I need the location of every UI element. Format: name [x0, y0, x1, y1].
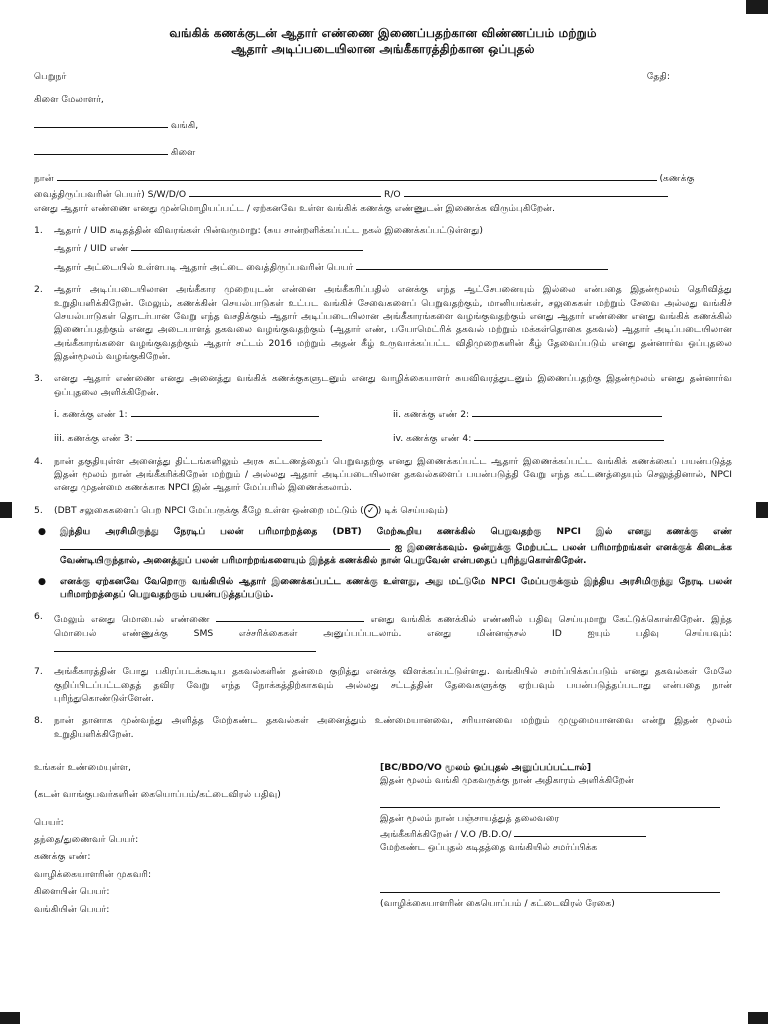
dbt-instruction-start: (DBT சலுகைகளைப் பெற NPCI மேப்பருக்கு கீழே உள்ள ஒன்றை மட்டும் ( — [54, 504, 364, 516]
vo-row — [380, 825, 732, 841]
i-am-label: நான் — [34, 173, 54, 185]
clause-text: நான் தானாக முன்வந்து அளித்த மேற்கண்ட தகவல்கள் அனைத்தும் உண்மையானவை, சரியானவை மற்றும் முழுமையானவை என்று இதன் மூலம் உறுதியளிக்கிறேன். — [54, 715, 732, 740]
intro-tail: எனது ஆதார் எண்ணை எனது முன்மொழியப்பட்ட / ஏற்கனவே உள்ள வங்கிக் கணக்கு எண்ணுடன் இணைக்க விரும்புகிறேன். — [34, 202, 555, 214]
card-name-field[interactable] — [356, 258, 608, 270]
clause-2 — [34, 283, 732, 363]
account-numbers-grid — [54, 405, 732, 446]
form-title — [34, 26, 732, 58]
clause-6 — [34, 610, 732, 656]
name-label: பெயர்: — [34, 816, 64, 828]
addressee-row — [34, 70, 732, 83]
swdo-field[interactable] — [189, 185, 381, 197]
account-4-row — [393, 429, 732, 445]
account-4-field[interactable] — [474, 429, 664, 441]
uid-label: ஆதார் / UID எண் — [54, 243, 129, 255]
signature-block — [34, 761, 732, 916]
consent-form — [34, 26, 732, 916]
bullet-icon: ● — [38, 525, 47, 537]
mobile-text-a: மேலும் எனது மொபைல் எண்ணை — [54, 614, 210, 626]
yours-faithfully: உங்கள் உண்மையுள்ள, — [34, 762, 131, 774]
account-2-field[interactable] — [472, 405, 662, 417]
clause-number: 6. — [34, 611, 43, 623]
dbt-option-2-text: எனக்கு ஏற்கனவே வேறொரு வங்கியில் ஆதார் இணைக்கப்பட்ட கணக்கு உள்ளது, அது மட்டுமே NPCI மேப்பருக்கும் இந்திய அரசிமிருந்து நேரடி பலன் பரிமாற்றத்தைப் பெறுவதற்கும் பயன்படுத்தப்படும். — [60, 575, 732, 600]
account-3-field[interactable] — [136, 429, 322, 441]
holder-name-label: வைத்திருப்பவரின் பெயர்) — [34, 189, 145, 201]
clause-text: அங்கீகாரத்தின் போது பகிரப்படக்கூடிய தகவல்களின் தன்மை குறித்து எனக்கு விளக்கப்பட்டுள்ளது. வங்கியில் சமர்ப்பிக்கப்படும் எனது தகவல்கள் மேலே குறிப்பிடப்பட்டதைத் தவிர வேறு எந்த நோக்கத்திற்காகவும் அல்லது சட்டத்தின் தேவைகளுக்கு ஏற்பவும் பயன்படுத்தப்படாது என்பதை நான் புரிந்துகொண்டுள்ளேன். — [54, 666, 732, 705]
title-line-2: ஆதார் அடிப்படையிலான அங்கீகாரத்திற்கான ஒப்புதல் — [231, 41, 535, 56]
clause-number: 8. — [34, 715, 43, 727]
uid-field[interactable] — [131, 239, 363, 251]
agent-authorize-text: இதன் மூலம் வங்கி முகவருக்கு நான் அதிகாரம் அளிக்கிறேன் — [380, 775, 634, 787]
clause-text — [54, 504, 732, 518]
registration-mark-top-right — [746, 0, 768, 14]
clause-number: 3. — [34, 373, 43, 385]
account-1-field[interactable] — [131, 405, 319, 417]
swdo-label: S/W/D/O — [147, 189, 187, 201]
account-3-label: iii. கணக்கு எண் 3: — [54, 433, 133, 445]
panchayat-text: இதன் மூலம் நான் பஞ்சாயத்துத் தலைவரை — [380, 812, 560, 824]
registration-mark-bottom-right — [748, 1012, 768, 1024]
dbt-account-field[interactable] — [60, 538, 390, 550]
clause-text: எனது ஆதார் எண்ணை எனது அனைத்து வங்கிக் கணக்குகளுடனும் எனது வாழிக்கையாளர் சுயவிவரத்துடனும் இணைப்பதற்கு இதன்மூலம் எனது தன்னார்வ ஒப்புதலை அளிக்கிறேன். — [54, 373, 732, 398]
clause-number: 7. — [34, 666, 43, 678]
clause-text: நான் தகுதியுள்ள அனைத்து திட்டங்களிலும் அரசு கட்டணத்தைப் பெறுவதற்கு எனது இணைக்கப்பட்ட ஆதார் இணைக்கப்பட்ட வங்கிக் கணக்கைப் பயன்படுத்த இதன் மூலம் நான் அங்கீகரிக்கிறேன் மற்றும் / அல்லது ஆதார் அடிப்படையிலான தகவல்களைப் பயன்படுத்தி வேறு எந்த கட்டணத்தையும் செலுத்தினால், NPCI எனது முதன்மை கணக்காக NPCI இன் ஆதார் மேப்பரில் இணைக்கலாம். — [54, 455, 732, 494]
bank-name-label: வங்கியின் பெயர்: — [34, 903, 110, 915]
clause-number: 5. — [34, 504, 43, 516]
intro-paragraph — [34, 169, 732, 215]
branch-line — [34, 143, 732, 159]
account-1-row — [54, 405, 393, 421]
agent-authorization — [380, 761, 732, 916]
dbt-option-2[interactable] — [34, 575, 732, 602]
branch-name-field[interactable] — [34, 143, 168, 155]
vo-text: அங்கீகரிக்கிறேன் / V.O /B.D.O/ — [380, 829, 512, 841]
registration-mark-left-mid — [0, 502, 12, 518]
dbt-option-1[interactable] — [34, 525, 732, 568]
holder-suffix: (கணக்கு — [659, 173, 695, 185]
registration-mark-right-mid — [756, 502, 768, 518]
registration-mark-bottom-left — [0, 1012, 20, 1024]
clause-number: 2. — [34, 284, 43, 296]
bank-line — [34, 116, 732, 132]
bank-name-field[interactable] — [34, 116, 168, 128]
to-label: பெறுநர் — [34, 70, 67, 82]
vo-field[interactable] — [514, 825, 646, 837]
clause-3 — [34, 372, 732, 445]
clause-number: 1. — [34, 225, 43, 237]
date-label: தேதி: — [646, 70, 670, 82]
customer-sign-label: (வாழிக்கையாளரின் கையொப்பம் / கட்டைவிரல் ரேகை) — [380, 897, 615, 909]
clause-1 — [34, 224, 732, 274]
card-name-row — [54, 258, 732, 274]
customer-address-label: வாழிக்கையாளரின் முகவரி: — [34, 868, 152, 880]
account-number-label: கணக்கு எண்: — [34, 851, 91, 863]
customer-sign-field[interactable] — [380, 881, 720, 893]
account-4-label: iv. கணக்கு எண் 4: — [393, 433, 472, 445]
branch-label: கிளை — [170, 146, 196, 158]
agent-name-field[interactable] — [380, 796, 720, 808]
clause-text: ஆதார் / UID கடிதத்தின் விவரங்கள் பின்வருமாறு: (சுய சான்றளிக்கப்பட்ட நகல் இணைக்கப்பட்டுள்ளது) — [54, 225, 483, 237]
dbt-option-1-text-b: ஐ இணைக்கவும். ஒன்றுக்கு மேற்பட்ட பலன் பரிமாற்றங்கள் எனக்குக் கிடைக்க வேண்டியிருந்தால், அனைத்துப் பலன் பரிமாற்றங்களையும் இந்தக் கணக்கில் நான் பெறுவேன் என்பதைப் புரிந்துகொள்கிறேன். — [60, 541, 732, 567]
clause-text: ஆதார் அடிப்படையிலான அங்கீகார முறையுடன் என்னை அங்கீகரிப்பதில் எனக்கு எந்த ஆட்சேபனையும் இல்லை என்பதை இதன்மூலம் தெரிவித்து உறுதியளிக்கிறேன். மேலும், கணக்கின் செயல்பாடுகள் உட்பட வங்கிச் சேவைகளைப் பெறுவதற்கும், மானியங்கள், சலுகைகள் மற்றும் சேவை அல்லது வங்கிச் செயல்பாடுகள் தொடர்பான வேறு எந்த வசதிக்கும் ஆதார் அடிப்படையிலான அங்கீகாரங்களை வழங்குவதற்கும் எனது ஆதார் எண்ணை எனது வங்கிக் கணக்கில் இணைப்பதற்கும் எனது அடையாளத் தகவலை வழங்குவதற்கும் (ஆதார் எண், பயோமெட்ரிக் தகவல் மற்றும் மக்கள்தொகை தகவல்) ஆதார் அடிப்படையிலான அங்கீகாரங்களை வழங்குவதற்கும் ஆதார் சட்டம் 2016 மற்றும் அதன் கீழ் உருவாக்கப்பட்ட விதிமுறைகளின் கீழ் தேவைப்படும் எனது தன்னார்வ ஒப்புதலை இதன்மூலம் வழங்குகிறேன். — [54, 284, 732, 362]
bullet-icon: ● — [38, 575, 47, 587]
clause-text — [54, 610, 732, 656]
borrower-sign-label: (கடன் வாங்குபவர்களின் கையொப்பம்/கட்டைவிரல் பதிவு) — [34, 789, 281, 801]
account-2-row — [393, 405, 732, 421]
agent-title: [BC/BDO/VO மூலம் ஒப்புதல் அனுப்பப்பட்டால்] — [380, 762, 592, 774]
father-spouse-label: தந்தை/துணைவர் பெயர்: — [34, 834, 139, 846]
uid-row — [54, 239, 732, 255]
manager-label: கிளை மேலாளர், — [34, 94, 104, 106]
card-name-label: ஆதார் அட்டையில் உள்ளபடி ஆதார் அட்டை வைத்திருப்பவரின் பெயர் — [54, 261, 354, 273]
clause-7 — [34, 665, 732, 705]
account-2-label: ii. கணக்கு எண் 2: — [393, 408, 470, 420]
ro-field[interactable] — [404, 185, 668, 197]
branch-name-label: கிளையின் பெயர்: — [34, 886, 110, 898]
clause-number: 4. — [34, 455, 43, 467]
dbt-instruction-end: ) டிக் செய்யவும்) — [377, 504, 449, 516]
email-field[interactable] — [54, 640, 316, 652]
ro-label: R/O — [383, 189, 401, 201]
mobile-field[interactable] — [216, 610, 364, 622]
tick-mark-icon: ✓ — [364, 504, 378, 518]
dbt-option-1-text-a: இந்திய அரசிமிருந்து நேரடிப் பலன் பரிமாற்றத்தை (DBT) மேற்கூறிய கணக்கில் பெறுவதற்கு NPCI இல் எனது கணக்கு எண் — [60, 525, 732, 537]
clause-5 — [34, 504, 732, 518]
holder-name-field[interactable] — [57, 169, 657, 181]
clause-4 — [34, 455, 732, 495]
borrower-details — [34, 761, 380, 916]
bank-label: வங்கி, — [170, 120, 199, 132]
account-1-label: i. கணக்கு எண் 1: — [54, 408, 128, 420]
mobile-text-b: எனது வங்கிக் கணக்கில் எண்ணில் பதிவு செய்யுமாறு கேட்டுக்கொள்கிறேன். இந்த மொபைல் எண்ணுக்கு SMS எச்சரிக்கைகள் அனுப்பப்படலாம். எனது மின்னஞ்சல் ID ஐயும் பதிவு செய்யவும்: — [54, 614, 732, 639]
title-line-1: வங்கிக் கணக்குடன் ஆதார் எண்ணை இணைப்பதற்கான விண்ணப்பம் மற்றும் — [169, 26, 597, 40]
clause-8 — [34, 714, 732, 741]
account-3-row — [54, 429, 393, 445]
submit-text: மேற்கண்ட ஒப்புதல் கடிதத்தை வங்கியில் சமர்ப்பிக்க — [380, 842, 598, 854]
